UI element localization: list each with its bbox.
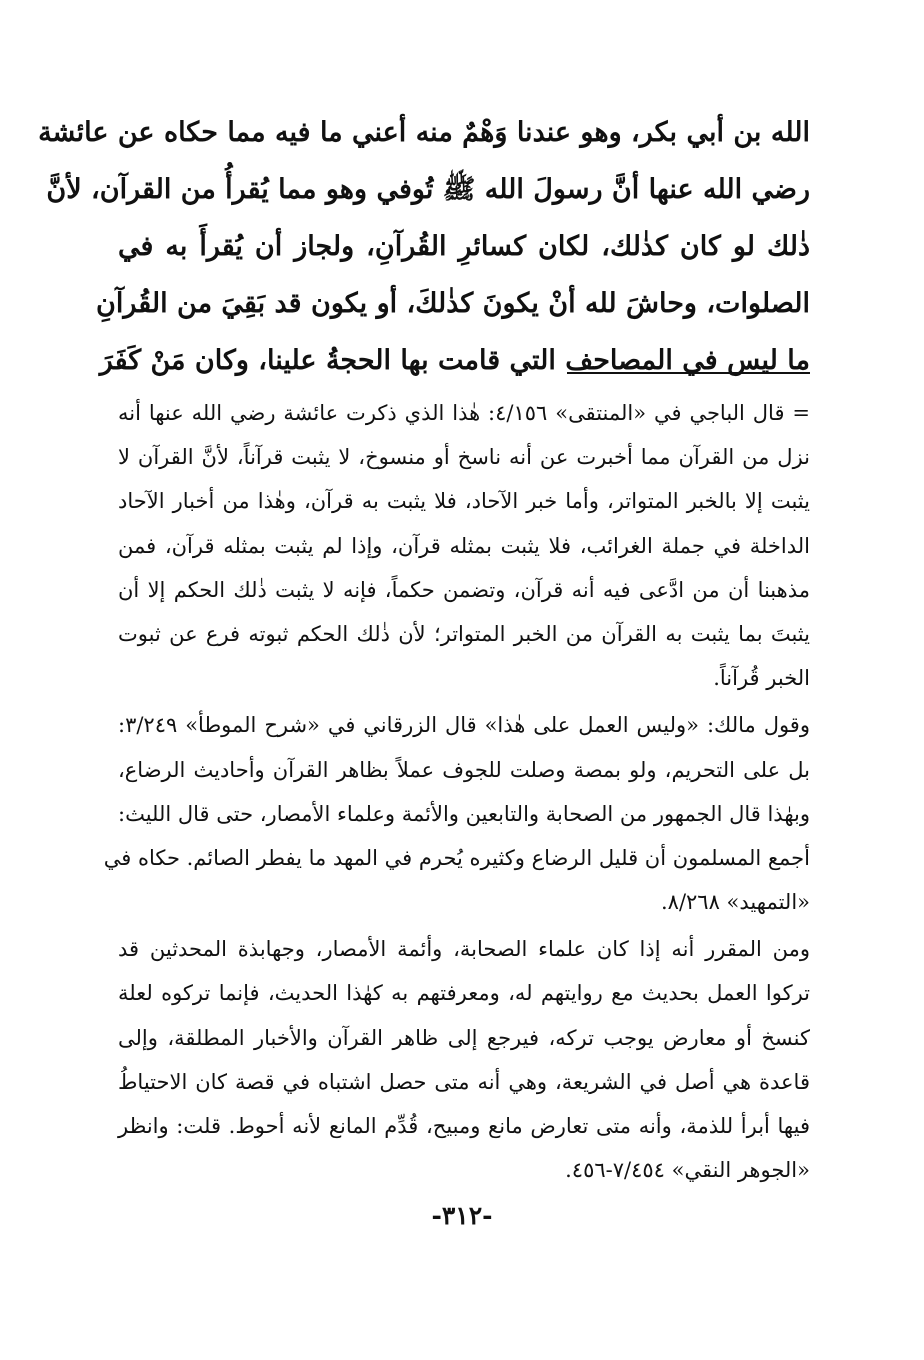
main-text-line: الله بن أبي بكر، وهو عندنا وَهْمٌ منه أعني ما فيه مما حكاه عن عائشة (38, 117, 810, 148)
footnote-line: وقول مالك: «وليس العمل على هٰذا» قال الزرقاني في «شرح الموطأ» ٣/٢٤٩: (118, 713, 810, 738)
footnote-line: يثبتَ بما يثبت به القرآن من الخبر المتواتر؛ لأن ذٰلك الحكم ثبوته فرع عن ثبوت (118, 621, 810, 646)
footnote-line: كنسخ أو معارض يوجب تركه، فيرجع إلى ظاهر القرآن والأخبار المطلقة، وإلى (118, 1025, 810, 1050)
footnote-line: تركوا العمل بحديث مع روايتهم له، ومعرفتهم به كهٰذا الحديث، فإنما تركوه لعلة (118, 981, 810, 1006)
main-text-block (38, 104, 810, 389)
footnote-line: بل على التحريم، ولو بمصة وصلت للجوف عملاً بظاهر القرآن وأحاديث الرضاع، (118, 757, 810, 782)
footnote-line: فيها أبرأ للذمة، وأنه متى تعارض مانع ومبيح، قُدِّم المانع لأنه أحوط. قلت: وانظر (118, 1114, 810, 1138)
footnote-line: = قال الباجي في «المنتقى» ٤/١٥٦: هٰذا الذي ذكرت عائشة رضي الله عنها أنه (118, 401, 810, 425)
footnote-line: أجمع المسلمون أن قليل الرضاع وكثيره يُحرم في المهد ما يفطر الصائم. حكاه في (103, 845, 810, 870)
page-number: -٣١٢- (431, 1201, 493, 1230)
main-text-line: ما ليس في المصاحف التي قامت بها الحجةُ علينا، وكان مَنْ كَفَرَ (99, 345, 810, 376)
footnote-line: ومن المقرر أنه إذا كان علماء الصحابة، وأئمة الأمصار، وجهابذة المحدثين قد (118, 937, 810, 962)
footnote-paragraph (118, 927, 810, 1192)
footnote-line: مذهبنا أن من ادَّعى فيه أنه قرآن، وتضمن حكماً، فإنه لا يثبت ذٰلك الحكم إلا أن (118, 577, 810, 602)
main-text-line: رضي الله عنها أنَّ رسولَ الله ﷺ تُوفي وهو مما يُقرأُ من القرآن، لأنَّ (46, 174, 810, 205)
footnote-line: قاعدة هي أصل في الشريعة، وهي أنه متى حصل اشتباه في قصة كان الاحتياطُ (118, 1069, 810, 1094)
footnote-line: «الجوهر النقي» ٧/٤٥٤-٤٥٦. (565, 1158, 810, 1183)
footnote-line: وبهٰذا قال الجمهور من الصحابة والتابعين والأئمة وعلماء الأمصار، حتى قال الليث: (118, 801, 810, 826)
footnote-line: الخبر قُرآناً. (713, 666, 810, 691)
footnote-paragraph (103, 703, 810, 924)
footnotes-block (103, 391, 810, 1195)
footnote-line: «التمهيد» ٨/٢٦٨. (660, 890, 810, 915)
footnote-line: نزل من القرآن مما أخبرت عن أنه ناسخ أو منسوخ، لا يثبت قرآناً، لأنَّ القرآن لا (118, 445, 810, 470)
main-text-line: الصلوات، وحاشَ لله أنْ يكونَ كذٰلكَ، أو يكون قد بَقِيَ من القُرآنِ (96, 288, 810, 319)
main-text-line: ذٰلك لو كان كذٰلك، لكان كسائرِ القُرآنِ، ولجاز أن يُقرأَ به في (118, 231, 810, 262)
footnote-line: الداخلة في جملة الغرائب، فلا يثبت بمثله قرآن، وإذا لم يثبت بمثله قرآن، فمن (118, 533, 810, 558)
footnote-divider (567, 372, 810, 374)
footnote-paragraph (118, 391, 810, 700)
footnote-line: يثبت إلا بالخبر المتواتر، وأما خبر الآحاد، فلا يثبت به قرآن، وهٰذا من أخبار الآحاد (118, 489, 810, 514)
